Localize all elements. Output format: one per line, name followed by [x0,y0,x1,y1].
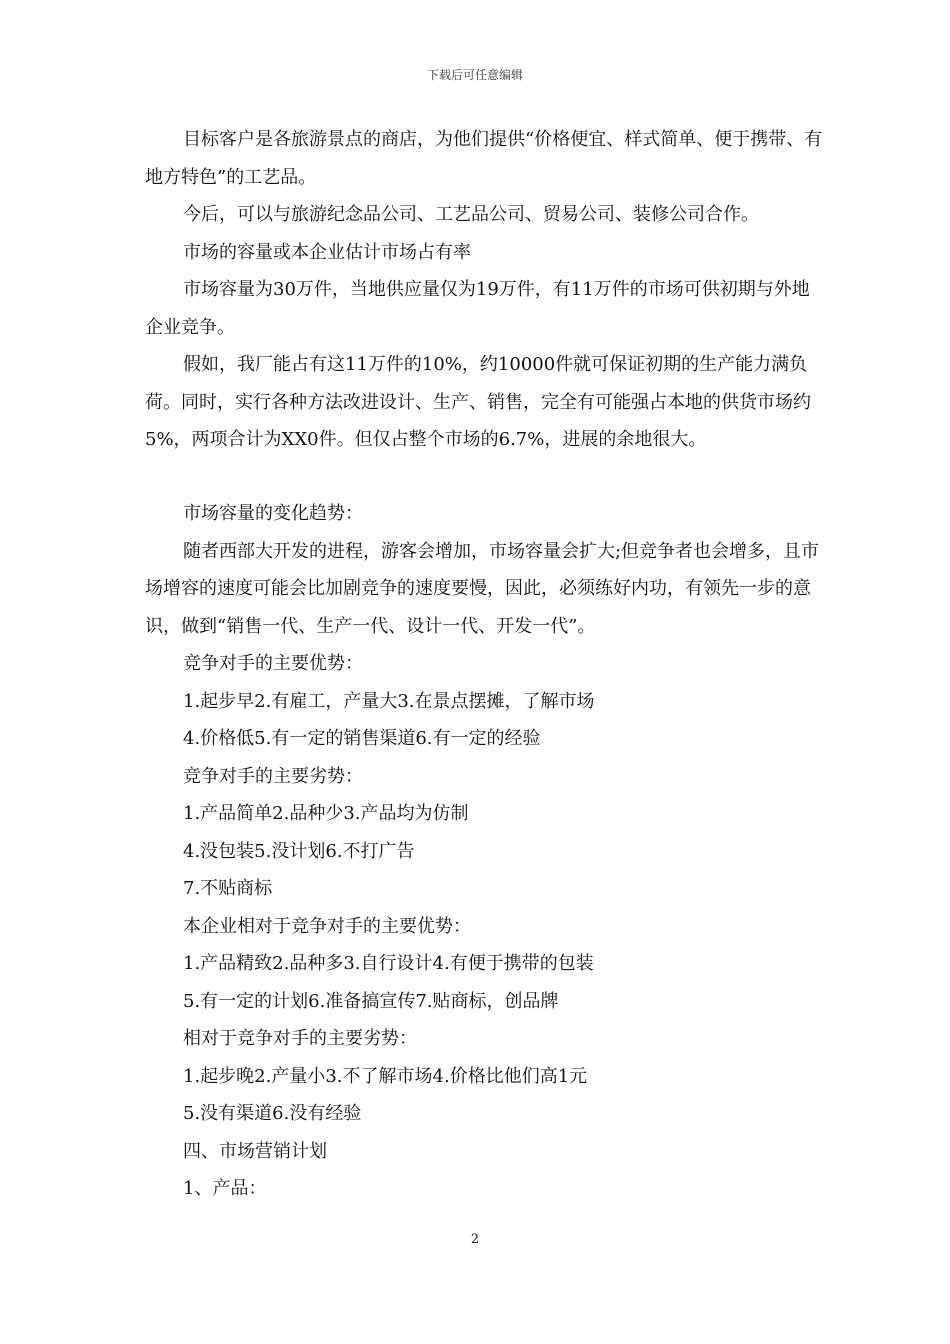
list-line-competitor-strengths-2: 4.价格低5.有一定的销售渠道6.有一定的经验 [183,728,541,749]
list-line-competitor-weaknesses-3: 7.不贴商标 [183,878,273,899]
page-footer [0,1232,950,1247]
paragraph-market-capacity-heading: 市场的容量或本企业估计市场占有率 [183,241,471,263]
paragraph-our-weaknesses-heading: 相对于竞争对手的主要劣势： [183,1028,417,1049]
subsection-heading-product: 1、产品： [183,1178,267,1199]
paragraph-future-cooperation: 今后，可以与旅游纪念品公司、工艺品公司、贸易公司、装修公司合作。 [183,204,759,225]
list-line-our-weaknesses-1: 1.起步晚2.产量小3.不了解市场4.价格比他们高1元 [183,1065,588,1087]
list-line-competitor-weaknesses-1: 1.产品简单2.品种少3.产品均为仿制 [183,803,469,824]
list-line-our-strengths-1: 1.产品精致2.品种多3.自行设计4.有便于携带的包装 [183,953,594,974]
list-line-competitor-weaknesses-2: 4.没包装5.没计划6.不打广告 [183,840,415,862]
page-header [0,66,950,83]
section-heading-marketing-plan: 四、市场营销计划 [183,1140,327,1162]
paragraph-market-capacity: 市场容量为30万件，当地供应量仅为19万件，有11万件的市场可供初期与外地企业竞争。 [145,279,810,338]
header-text: 下载后可任意编辑 [426,68,523,82]
paragraph-our-strengths-heading: 本企业相对于竞争对手的主要优势： [183,915,471,937]
document-body-section-2 [145,495,825,1208]
paragraph-market-share: 假如，我厂能占有这11万件的10%，约10000件就可保证初期的生产能力满负荷。同时，实行各种方法改进设计、生产、销售，完全有可能强占本地的供货市场约5%，两项合计为XX0件。但仅占整个市场的6.7%，进展的余地很大。 [145,354,811,450]
page-number: 2 [470,1232,480,1247]
paragraph-capacity-trend: 随者西部大开发的进程，游客会增加，市场容量会扩大;但竞争者也会增多，且市场增容的速度可能会比加剧竞争的速度要慢，因此，必须练好内功，有领先一步的意识，做到“销售一代、生产一代、设计一代、开发一代”。 [145,540,820,637]
list-line-competitor-strengths-1: 1.起步早2.有雇工，产量大3.在景点摆摊，了解市场 [183,690,595,712]
paragraph-competitor-strengths-heading: 竞争对手的主要优势： [183,653,363,674]
document-body-section-1 [145,121,825,459]
list-line-our-weaknesses-2: 5.没有渠道6.没有经验 [183,1103,362,1124]
paragraph-capacity-trend-heading: 市场容量的变化趋势： [183,503,363,524]
paragraph-target-customers: 目标客户是各旅游景点的商店，为他们提供“价格便宜、样式简单、便于携带、有地方特色”的工艺品。 [145,129,823,188]
paragraph-competitor-weaknesses-heading: 竞争对手的主要劣势： [183,765,363,787]
list-line-our-strengths-2: 5.有一定的计划6.准备搞宣传7.贴商标，创品牌 [183,990,559,1012]
